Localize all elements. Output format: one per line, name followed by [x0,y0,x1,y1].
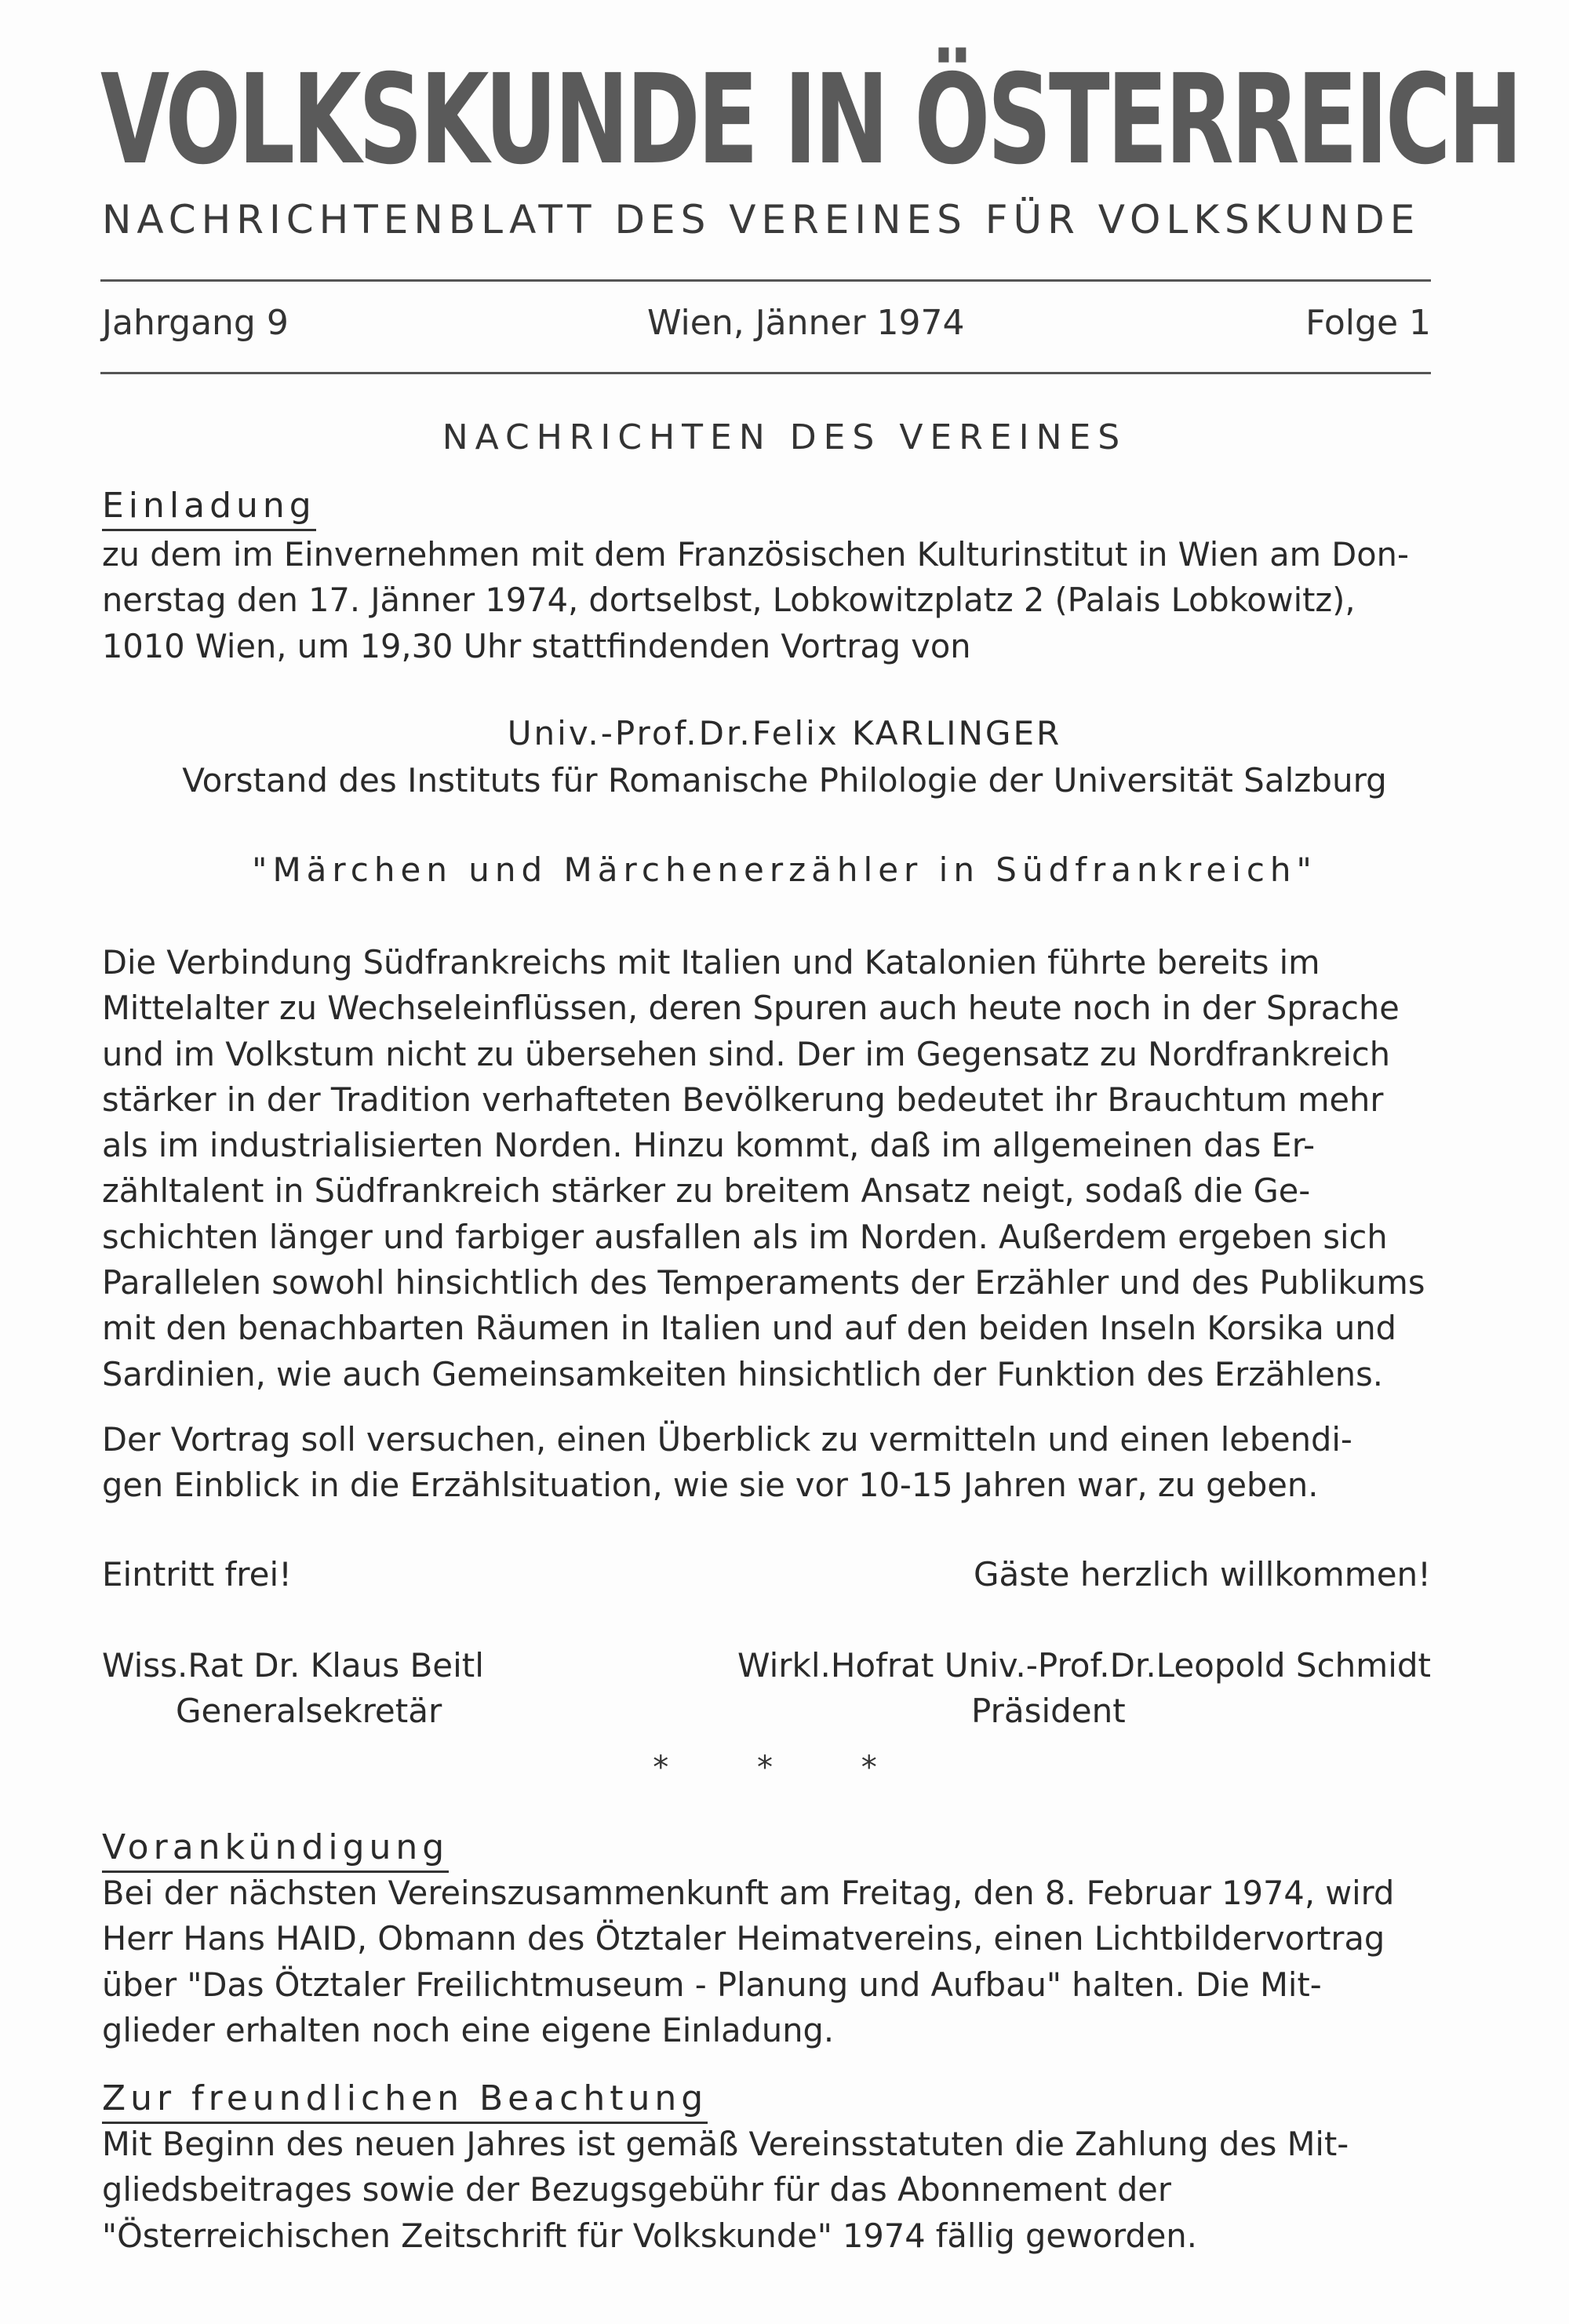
speaker-affiliation: Vorstand des Instituts für Romanische Philologie der Universität Salzburg [182,761,1387,800]
text-line: Herr Hans HAID, Obmann des Ötztaler Heimatvereins, einen Lichtbildervortrag [102,1919,1385,1958]
text-line: als im industrialisierten Norden. Hinzu kommt, daß im allgemeinen das Er- [102,1126,1316,1165]
signer-right-name: Wirkl.Hofrat Univ.-Prof.Dr.Leopold Schmidt [737,1646,1431,1685]
admission-text: Eintritt frei! [102,1555,292,1594]
text-line: schichten länger und farbiger ausfallen als im Norden. Außerdem ergeben sich [102,1217,1388,1256]
text-line: Der Vortrag soll versuchen, einen Überblick zu vermitteln und einen lebendi- [102,1420,1352,1459]
speaker-name: Univ.-Prof.Dr.Felix KARLINGER [507,714,1062,752]
invitation-body-2 [102,1417,1431,1509]
signer-left-role: Generalsekretär [176,1692,442,1730]
text-line: und im Volkstum nicht zu übersehen sind. Der im Gegensatz zu Nordfrankreich [102,1034,1391,1073]
text-line: über "Das Ötztaler Freilichtmuseum - Planung und Aufbau" halten. Die Mit- [102,1965,1322,2004]
text-line: Sardinien, wie auch Gemeinsamkeiten hinsichtlich der Funktion des Erzählens. [102,1354,1383,1393]
top-rule [100,279,1431,282]
issue-place-date: Wien, Jänner 1974 [647,303,965,343]
text-line: stärker in der Tradition verhafteten Bevölkerung bedeutet ihr Brauchtum mehr [102,1080,1384,1119]
notice-heading: Zur freundlichen Beachtung [102,2076,708,2124]
lecture-title: "Märchen und Märchenerzähler in Südfrankreich" [252,851,1317,889]
masthead-title: VOLKSKUNDE IN ÖSTERREICH [100,48,1520,192]
issue-line [102,300,1431,347]
text-line: gen Einblick in die Erzählsituation, wie sie vor 10-15 Jahren war, zu geben. [102,1466,1319,1505]
guests-text: Gäste herzlich willkommen! [974,1555,1431,1594]
text-line: Mittelalter zu Wechseleinflüssen, deren Spuren auch heute noch in der Sprache [102,989,1400,1028]
text-line: mit den benachbarten Räumen in Italien und auf den beiden Inseln Korsika und [102,1309,1396,1348]
text-line: Die Verbindung Südfrankreichs mit Italien und Katalonien führte bereits im [102,943,1320,982]
text-line: zu dem im Einvernehmen mit dem Französischen Kulturinstitut in Wien am Don- [102,535,1409,574]
invitation-intro [102,532,1431,669]
invitation-heading: Einladung [102,483,316,531]
text-line: gliedsbeitrages sowie der Bezugsgebühr für das Abonnement der [102,2170,1171,2209]
announcement-heading: Vorankündigung [102,1825,449,1873]
masthead-subtitle: NACHRICHTENBLATT DES VEREINES FÜR VOLKSKUNDE [102,197,1421,242]
separator-stars: * * * [653,1750,916,1786]
notice-body [102,2122,1431,2259]
text-line: Bei der nächsten Vereinszusammenkunft am Freitag, den 8. Februar 1974, wird [102,1874,1395,1912]
signer-right-role: Präsident [971,1692,1126,1730]
announcement-body [102,1870,1431,2053]
text-line: "Österreichischen Zeitschrift für Volkskunde" 1974 fällig geworden. [102,2216,1197,2255]
text-line: nerstag den 17. Jänner 1974, dortselbst, Lobkowitzplatz 2 (Palais Lobkowitz), [102,581,1356,620]
issue-volume: Jahrgang 9 [102,303,289,343]
text-line: Mit Beginn des neuen Jahres ist gemäß Vereinsstatuten die Zahlung des Mit- [102,2125,1349,2163]
section-title: NACHRICHTEN DES VEREINES [442,417,1127,457]
issue-number: Folge 1 [1305,303,1431,343]
text-line: glieder erhalten noch eine eigene Einladung. [102,2010,835,2049]
text-line: zähltalent in Südfrankreich stärker zu breitem Ansatz neigt, sodaß die Ge- [102,1171,1311,1211]
signer-left-name: Wiss.Rat Dr. Klaus Beitl [102,1646,484,1685]
invitation-body [102,940,1431,1397]
text-line: Parallelen sowohl hinsichtlich des Temperaments der Erzähler und des Publikums [102,1263,1425,1302]
text-line: 1010 Wien, um 19,30 Uhr stattfindenden Vortrag von [102,626,971,665]
bottom-rule [100,372,1431,374]
